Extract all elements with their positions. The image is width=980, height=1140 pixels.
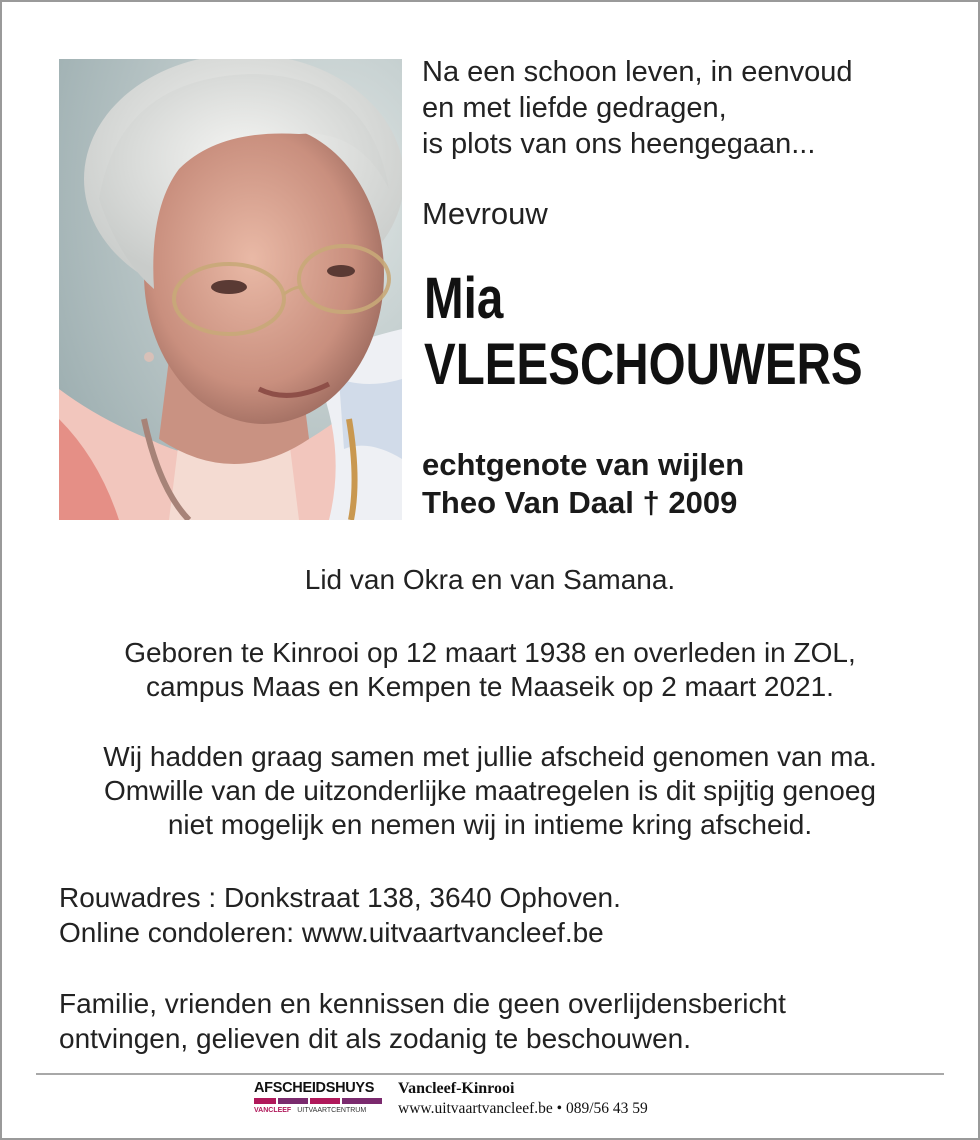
- spouse-line: echtgenote van wijlen: [422, 447, 745, 482]
- notice-line: Familie, vrienden en kennissen die geen overlijdensbericht: [59, 988, 786, 1019]
- notice-text: [59, 986, 959, 1056]
- last-name: VLEESCHOUWERS: [424, 332, 863, 397]
- footer-divider: [36, 1073, 944, 1075]
- farewell-line: Wij hadden graag samen met jullie afscheid genomen van ma.: [103, 741, 877, 772]
- condolence-line: Online condoleren: www.uitvaartvancleef.be: [59, 917, 604, 948]
- spouse-info: [422, 446, 744, 522]
- spouse-line: Theo Van Daal † 2009: [422, 485, 738, 520]
- intro-line: is plots van ons heengegaan...: [422, 128, 816, 160]
- logo-bar: [310, 1098, 340, 1104]
- logo-title: AFSCHEIDSHUYS: [254, 1080, 375, 1096]
- membership-line: Lid van Okra en van Samana.: [304, 564, 676, 595]
- birth-death-line: campus Maas en Kempen te Maaseik op 2 maart 2021.: [146, 671, 834, 702]
- logo-sub-a: VANCLEEF: [254, 1107, 292, 1114]
- company-contact[interactable]: www.uitvaartvancleef.be • 089/56 43 59: [398, 1100, 648, 1117]
- logo-bars: [254, 1098, 382, 1104]
- logo-bar: [254, 1098, 276, 1104]
- logo-subtitle: [254, 1106, 382, 1115]
- footer-contact-block: [398, 1079, 648, 1119]
- intro-text: [422, 54, 962, 162]
- birth-death-line: Geboren te Kinrooi op 12 maart 1938 en overleden in ZOL,: [124, 637, 856, 668]
- portrait-photo: [59, 59, 402, 520]
- farewell-line: niet mogelijk en nemen wij in intieme kring afscheid.: [167, 809, 813, 840]
- funeral-home-logo: [254, 1080, 382, 1120]
- logo-bar: [278, 1098, 308, 1104]
- intro-line: Na een schoon leven, in eenvoud: [422, 56, 853, 88]
- intro-line: en met liefde gedragen,: [422, 92, 727, 124]
- logo-bar: [342, 1098, 382, 1104]
- honorific: Mevrouw: [422, 196, 548, 231]
- address-line: Rouwadres : Donkstraat 138, 3640 Ophoven.: [59, 882, 621, 913]
- first-name: Mia: [424, 266, 504, 331]
- contact-info: [59, 880, 959, 950]
- membership: [20, 563, 960, 597]
- logo-sub-b: UITVAARTCENTRUM: [297, 1107, 367, 1114]
- birth-death-details: [20, 636, 960, 704]
- deceased-name: [424, 266, 863, 398]
- company-name: Vancleef-Kinrooi: [398, 1080, 515, 1097]
- farewell-line: Omwille van de uitzonderlijke maatregelen is dit spijtig genoeg: [104, 775, 876, 806]
- notice-line: ontvingen, gelieven dit als zodanig te beschouwen.: [59, 1023, 691, 1054]
- portrait-icon: [59, 59, 402, 520]
- farewell-text: [20, 740, 960, 842]
